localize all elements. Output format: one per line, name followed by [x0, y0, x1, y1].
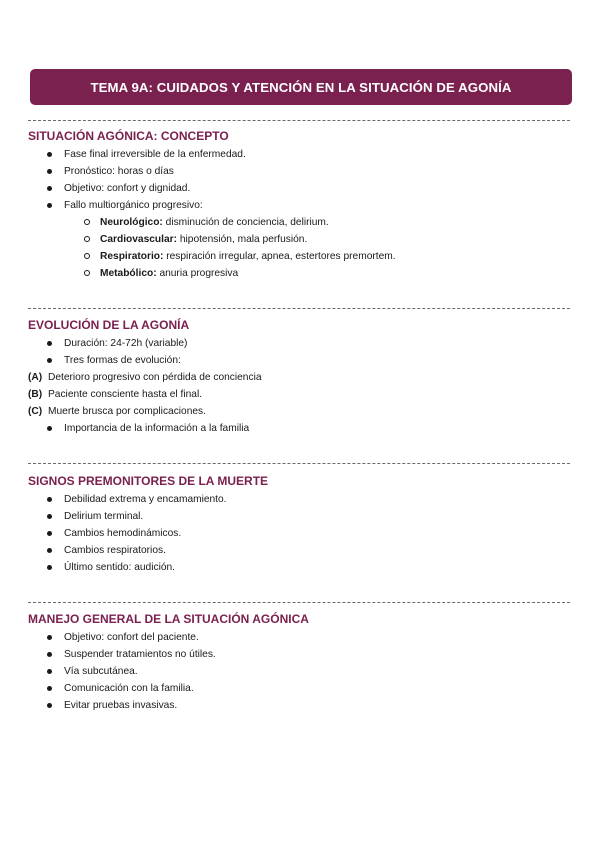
- form-letter: (A): [28, 372, 43, 383]
- sub-item-text: hipotensión, mala perfusión.: [177, 234, 308, 245]
- section-divider: [28, 463, 570, 464]
- section-divider: [28, 602, 570, 603]
- list-item: Delirium terminal.: [28, 508, 573, 525]
- section-title: SIGNOS PREMONITORES DE LA MUERTE: [28, 474, 269, 488]
- section-title: EVOLUCIÓN DE LA AGONÍA: [28, 318, 190, 332]
- list-item: Fallo multiorgánico progresivo:: [28, 197, 573, 214]
- list-item: Tres formas de evolución:: [28, 352, 573, 369]
- sub-item-label: Cardiovascular:: [100, 234, 178, 245]
- list-item: Último sentido: audición.: [28, 559, 573, 576]
- section-manejo: [28, 610, 573, 714]
- sub-item-text: respiración irregular, apnea, estertores premortem.: [163, 251, 396, 262]
- list-item: Suspender tratamientos no útiles.: [28, 646, 573, 663]
- sub-item-label: Respiratorio:: [100, 251, 164, 262]
- list-item: Evitar pruebas invasivas.: [28, 697, 573, 714]
- sub-list-item: [28, 214, 573, 231]
- sub-list-item: [28, 231, 573, 248]
- evolution-form: [28, 386, 573, 403]
- list-item: Importancia de la información a la familia: [28, 420, 573, 437]
- page-title-banner: [30, 69, 572, 105]
- sub-item-text: anuria progresiva: [156, 268, 239, 279]
- sub-item-label: Neurológico:: [100, 217, 163, 228]
- list-item: Cambios hemodinámicos.: [28, 525, 573, 542]
- sub-list-item: [28, 248, 573, 265]
- form-letter: (B): [28, 389, 43, 400]
- sub-list-item: [28, 265, 573, 282]
- list-item: Objetivo: confort y dignidad.: [28, 180, 573, 197]
- evolution-form: [28, 403, 573, 420]
- evolution-form: [28, 369, 573, 386]
- section-title: SITUACIÓN AGÓNICA: CONCEPTO: [28, 129, 229, 143]
- list-item: Comunicación con la familia.: [28, 680, 573, 697]
- section-signos: [28, 472, 573, 576]
- list-item: Pronóstico: horas o días: [28, 163, 573, 180]
- list-item: Vía subcutánea.: [28, 663, 573, 680]
- page-title: TEMA 9A: CUIDADOS Y ATENCIÓN EN LA SITUACIÓN DE AGONÍA: [90, 79, 512, 95]
- section-divider: [28, 120, 570, 121]
- section-concepto: [28, 127, 573, 282]
- form-text: Paciente consciente hasta el final.: [48, 389, 203, 400]
- sub-item-label: Metabólico:: [100, 268, 157, 279]
- list-item: Cambios respiratorios.: [28, 542, 573, 559]
- form-text: Muerte brusca por complicaciones.: [48, 406, 206, 417]
- form-letter: (C): [28, 406, 43, 417]
- section-title: MANEJO GENERAL DE LA SITUACIÓN AGÓNICA: [28, 612, 309, 626]
- list-item: Objetivo: confort del paciente.: [28, 629, 573, 646]
- list-item: Debilidad extrema y encamamiento.: [28, 491, 573, 508]
- list-item: Duración: 24-72h (variable): [28, 335, 573, 352]
- sub-item-text: disminución de conciencia, delirium.: [162, 217, 329, 228]
- section-evolucion: [28, 316, 573, 437]
- form-text: Deterioro progresivo con pérdida de conciencia: [48, 372, 262, 383]
- section-divider: [28, 308, 570, 309]
- list-item: Fase final irreversible de la enfermedad.: [28, 146, 573, 163]
